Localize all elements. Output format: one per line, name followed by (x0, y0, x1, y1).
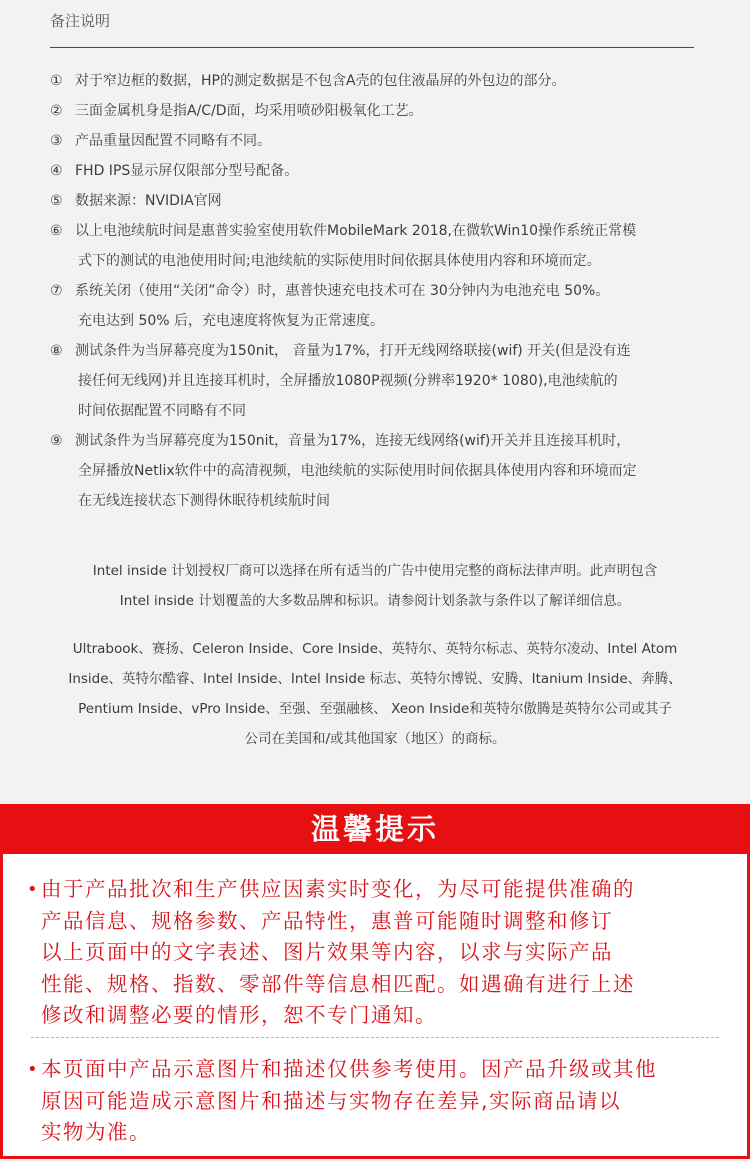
note-line: 测试条件为当屏幕亮度为150nit，音量为17%，连接无线网络(wif)开关并且连接耳机时， (75, 433, 631, 449)
note-item (50, 96, 710, 126)
note-line: FHD IPS显示屏仅限部分型号配备。 (75, 163, 299, 179)
tip-line: 性能、规格、指数、零部件等信息相匹配。如遇确有进行上述 (41, 971, 635, 996)
notes-title: 备注说明 (50, 12, 111, 30)
note-text (75, 276, 710, 336)
note-text (75, 216, 710, 276)
note-line: 式下的测试的电池使用时间;电池续航的实际使用时间依据具体使用内容和环境而定。 (78, 253, 601, 269)
note-number: ⑤ (50, 193, 63, 209)
legal-line: Intel inside 计划授权厂商可以选择在所有适当的广告中使用完整的商标法律声明。此声明包含 (92, 563, 658, 579)
note-line: 全屏播放Netlix软件中的高清视频，电池续航的实际使用时间依据具体使用内容和环境而定 (78, 463, 637, 479)
note-item (50, 426, 710, 516)
note-text (75, 126, 710, 156)
note-line: 以上电池续航时间是惠普实验室使用软件MobileMark 2018,在微软Win10操作系统正常模 (75, 223, 637, 239)
note-line: 时间依据配置不同略有不同 (78, 403, 246, 419)
tip-line: 由于产品批次和生产供应因素实时变化，为尽可能提供准确的 (41, 877, 635, 901)
note-line: 接任何无线网)并且连接耳机时，全屏播放1080P视频(分辨率1920* 1080),电池续航的 (78, 373, 618, 389)
note-number: ② (50, 103, 63, 119)
note-item (50, 156, 710, 186)
tip-line: 本页面中产品示意图片和描述仅供参考使用。因产品升级或其他 (41, 1057, 657, 1081)
legal-line: 公司在美国和/或其他国家（地区）的商标。 (244, 731, 506, 747)
tip-item (27, 874, 731, 1032)
note-line: 测试条件为当屏幕亮度为150nit， 音量为17%，打开无线网络联接(wif) 开关(但是没有连 (75, 343, 631, 359)
note-line: 三面金属机身是指A/C/D面，均采用喷砂阳极氧化工艺。 (75, 103, 423, 119)
note-number: ⑧ (50, 343, 63, 359)
tip-line: 实物为准。 (41, 1120, 151, 1144)
note-text (75, 96, 710, 126)
note-text (75, 66, 710, 96)
note-line: 充电达到 50% 后，充电速度将恢复为正常速度。 (78, 313, 385, 329)
note-item (50, 276, 710, 336)
note-line: 在无线连接状态下测得休眠待机续航时间 (78, 493, 330, 509)
warm-tips-title: 温馨提示 (310, 812, 439, 846)
note-item (50, 126, 710, 156)
tip-line: 以上页面中的文字表述、图片效果等内容，以求与实际产品 (41, 940, 613, 964)
tip-line: 修改和调整必要的情形，恕不专门通知。 (41, 1003, 437, 1027)
note-number: ⑨ (50, 433, 63, 449)
note-number: ① (50, 73, 63, 89)
note-text (75, 336, 710, 426)
note-number: ④ (50, 163, 63, 179)
notes-divider (50, 47, 694, 48)
legal-line: Inside、英特尔酷睿、Intel Inside、Intel Inside 标志、英特尔博锐、安腾、Itanium Inside、奔腾、 (68, 671, 682, 687)
tip-line: 产品信息、规格参数、产品特性，惠普可能随时调整和修订 (41, 908, 613, 933)
note-number: ⑦ (50, 283, 63, 299)
note-item (50, 66, 710, 96)
legal-line: Intel inside 计划覆盖的大多数品牌和标识。请参阅计划条款与条件以了解详细信息。 (119, 593, 631, 609)
note-line: 系统关闭（使用“关闭”命令）时，惠普快速充电技术可在 30分钟内为电池充电 50%。 (75, 283, 610, 299)
legal-paragraph-trademarks (25, 634, 725, 754)
note-item (50, 336, 710, 426)
note-number: ⑥ (50, 223, 63, 239)
warm-tips-body (0, 854, 750, 1159)
note-number: ③ (50, 133, 63, 149)
note-item (50, 216, 710, 276)
legal-line: Ultrabook、赛扬、Celeron Inside、Core Inside、英特尔、英特尔标志、英特尔凌动、Intel Atom (72, 641, 678, 657)
warm-tips-panel (0, 804, 750, 1162)
note-line: 产品重量因配置不同略有不同。 (75, 133, 271, 149)
tip-line: 原因可能造成示意图片和描述与实物存在差异,实际商品请以 (41, 1088, 622, 1113)
note-text (75, 426, 710, 516)
warm-tips-header (0, 804, 750, 854)
tip-item (27, 1054, 731, 1149)
note-line: 数据来源：NVIDIA官网 (75, 193, 222, 209)
bullet-icon: • (27, 1059, 40, 1080)
note-line: 对于窄边框的数据，HP的测定数据是不包含A壳的包住液晶屏的外包边的部分。 (75, 73, 566, 89)
tips-divider (31, 1037, 719, 1038)
notes-list (50, 66, 710, 516)
legal-paragraph-intel-inside (25, 556, 725, 616)
legal-line: Pentium Inside、vPro Inside、至强、至强融核、 Xeon Inside和英特尔傲腾是英特尔公司或其子 (78, 701, 672, 717)
note-text (75, 186, 710, 216)
note-item (50, 186, 710, 216)
note-text (75, 156, 710, 186)
bullet-icon: • (27, 879, 40, 900)
